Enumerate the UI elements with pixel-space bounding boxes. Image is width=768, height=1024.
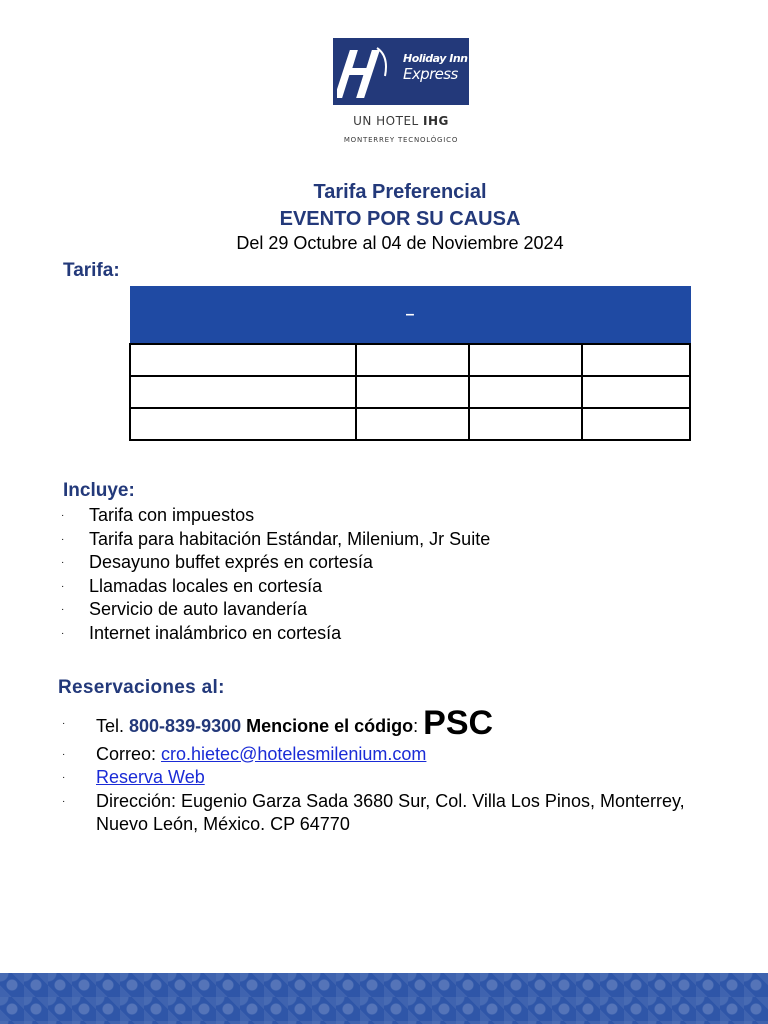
bullet: · — [61, 533, 65, 545]
phone-item — [62, 704, 756, 742]
bullet: · — [61, 627, 65, 639]
address-item — [62, 790, 756, 837]
bullet: · — [62, 718, 66, 729]
reservations-list — [62, 704, 756, 837]
logo-brand-line2: Express — [403, 65, 458, 83]
holiday-inn-h-icon — [337, 42, 399, 102]
rate-table-header: – — [130, 287, 690, 345]
address-line1: Dirección: Eugenio Garza Sada 3680 Sur, Col. Villa Los Pinos, Monterrey, — [96, 790, 685, 811]
rate-table-header-row — [130, 287, 690, 345]
phone-number[interactable]: 800-839-9300 — [129, 716, 242, 736]
table-cell — [582, 408, 690, 440]
tel-prefix: Tel. — [96, 716, 130, 736]
bullet: · — [62, 772, 66, 783]
list-item-text: Servicio de auto lavandería — [89, 599, 308, 619]
email-link[interactable]: cro.hietec@hotelesmilenium.com — [161, 743, 427, 764]
list-item — [61, 551, 490, 575]
table-cell — [356, 376, 469, 408]
decorative-footer-band — [0, 973, 768, 1024]
table-cell — [582, 344, 690, 376]
logo-hotel-brand: IHG — [423, 114, 449, 128]
list-item-text: Tarifa para habitación Estándar, Milenium, Jr Suite — [89, 528, 491, 549]
table-cell — [130, 344, 356, 376]
list-item-text: Llamadas locales en cortesía — [89, 575, 323, 596]
table-cell — [130, 376, 356, 408]
logo-hotel-line — [0, 114, 768, 128]
hotel-logo — [333, 38, 469, 105]
list-item — [61, 598, 490, 622]
address-line2: Nuevo León, México. CP 64770 — [96, 814, 350, 834]
reservaciones-label: Reservaciones al: — [58, 677, 225, 698]
logo-brand-line1: Holiday Inn — [403, 52, 468, 65]
list-item — [61, 504, 490, 528]
list-item-text: Tarifa con impuestos — [89, 505, 255, 525]
title-event-name: EVENTO POR SU CAUSA — [279, 208, 521, 230]
table-cell — [469, 376, 582, 408]
table-cell — [582, 376, 690, 408]
table-cell — [356, 408, 469, 440]
booking-code: PSC — [423, 704, 494, 742]
list-item — [61, 622, 490, 646]
email-prefix: Correo: — [96, 743, 162, 764]
table-cell — [356, 344, 469, 376]
event-dates: Del 29 Octubre al 04 de Noviembre 2024 — [236, 233, 564, 253]
web-item — [62, 766, 756, 790]
table-cell — [469, 344, 582, 376]
bullet: · — [61, 604, 65, 615]
incluye-label: Incluye: — [63, 480, 135, 501]
code-colon: : — [413, 716, 424, 736]
web-reservation-link[interactable]: Reserva Web — [96, 767, 205, 787]
logo-location: MONTERREY TECNOLÓGICO — [343, 136, 459, 144]
email-item — [62, 743, 756, 767]
title-preferential-rate: Tarifa Preferencial — [313, 181, 487, 203]
table-cell — [469, 408, 582, 440]
code-label: Mencione el código — [241, 716, 414, 736]
bullet: · — [61, 510, 65, 521]
rate-table — [129, 286, 691, 441]
table-row — [130, 376, 690, 408]
table-row — [130, 344, 690, 376]
includes-list — [61, 504, 491, 645]
bullet: · — [62, 795, 66, 807]
bullet: · — [61, 580, 65, 592]
list-item-text: Internet inalámbrico en cortesía — [89, 622, 342, 643]
bullet: · — [61, 557, 65, 568]
table-row — [130, 408, 690, 440]
bullet: · — [62, 748, 66, 760]
tarifa-label: Tarifa: — [63, 260, 120, 281]
table-cell — [130, 408, 356, 440]
list-item — [61, 528, 491, 552]
list-item — [61, 575, 490, 599]
list-item-text: Desayuno buffet exprés en cortesía — [89, 552, 373, 572]
logo-hotel-prefix: UN HOTEL — [353, 114, 424, 128]
